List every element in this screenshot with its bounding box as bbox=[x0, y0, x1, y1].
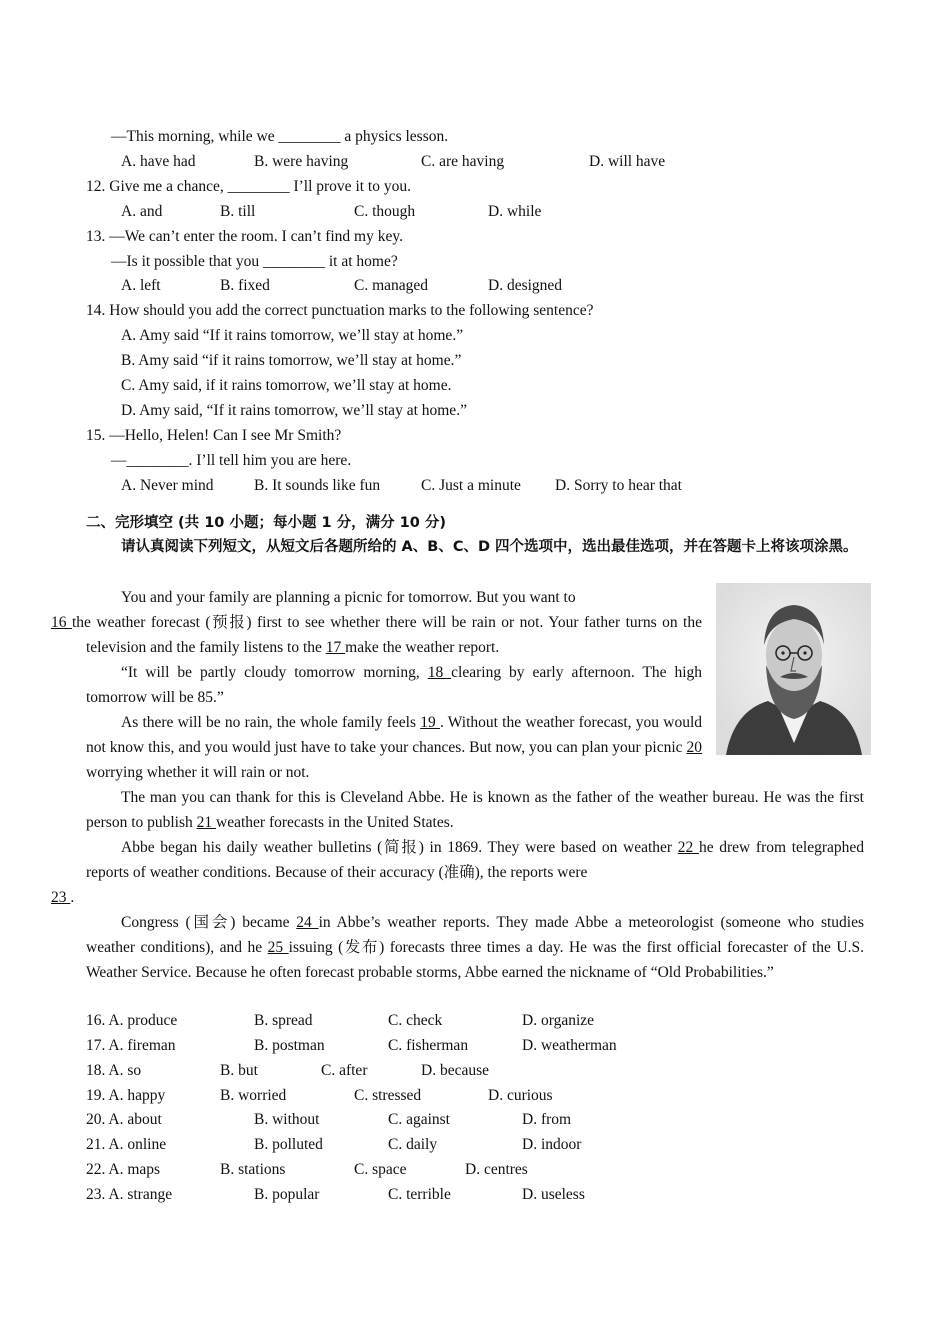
blank-25: 25 bbox=[267, 939, 289, 956]
q11-line: —This morning, while we ________ a physics lesson. bbox=[111, 128, 449, 145]
passage-text: worrying whether it will rain or not. bbox=[86, 764, 310, 781]
passage-text: issuing (发布) forecasts three times a day. He was the first official forecaster of the U.S. Weather Service. Because he often forecast probable storms, Abbe earned the nickname of “Old Probabilities.” bbox=[86, 939, 864, 981]
q15-option-b: B. It sounds like fun bbox=[254, 477, 381, 494]
q11-option-c: C. are having bbox=[421, 153, 505, 170]
q15-option-d: D. Sorry to hear that bbox=[555, 477, 682, 494]
answer-20-d: D. from bbox=[522, 1111, 572, 1128]
answer-23-c: C. terrible bbox=[388, 1186, 451, 1203]
passage-wrapped bbox=[51, 585, 703, 785]
q12-option-d: D. while bbox=[488, 203, 542, 220]
passage-paragraph-1 bbox=[51, 585, 702, 660]
answer-18-b: B. but bbox=[220, 1062, 258, 1079]
q13-stem: 13. —We can’t enter the room. I can’t find my key. bbox=[86, 228, 403, 245]
answer-22-a: 22. A. maps bbox=[86, 1161, 161, 1178]
q12-option-c: C. though bbox=[354, 203, 416, 220]
q13-option-b: B. fixed bbox=[220, 277, 270, 294]
answer-23-a: 23. A. strange bbox=[86, 1186, 173, 1203]
answer-16-d: D. organize bbox=[522, 1012, 595, 1029]
q13-option-a: A. left bbox=[121, 277, 161, 294]
answer-20-c: C. against bbox=[388, 1111, 450, 1128]
q15-option-a: A. Never mind bbox=[121, 477, 214, 494]
passage-text: in Abbe’s weather reports. They made Abbe a meteorologist (someone who studies weather conditions), and he bbox=[86, 914, 865, 956]
passage-text: Congress (国会) became bbox=[121, 914, 297, 931]
answer-20-a: 20. A. about bbox=[86, 1111, 162, 1128]
passage-paragraph-3 bbox=[86, 710, 702, 785]
blank-24: 24 bbox=[296, 914, 319, 931]
q11-option-a: A. have had bbox=[121, 153, 196, 170]
passage-paragraph-4 bbox=[86, 785, 864, 835]
passage-text: the weather forecast (预报) first to see whether there will be rain or not. Your father turns on the television and the family listens to the bbox=[71, 614, 702, 656]
answer-16-a: 16. A. produce bbox=[86, 1012, 178, 1029]
answer-23-b: B. popular bbox=[254, 1186, 320, 1203]
q14-option-a: A. Amy said “If it rains tomorrow, we’ll stay at home.” bbox=[121, 327, 464, 344]
passage-text: . Without the weather forecast, you would not know this, and you would just have to take your chances. But now, you can plan your picnic bbox=[86, 714, 702, 756]
q14-option-c: C. Amy said, if it rains tomorrow, we’ll stay at home. bbox=[121, 377, 452, 394]
answer-21-b: B. polluted bbox=[254, 1136, 323, 1153]
section-instruction bbox=[86, 535, 864, 560]
q13-line2: —Is it possible that you ________ it at home? bbox=[111, 253, 398, 270]
blank-18: 18 bbox=[427, 664, 452, 681]
passage-text: “It will be partly cloudy tomorrow morning, bbox=[121, 664, 428, 681]
passage-text: You and your family are planning a picnic for tomorrow. But you want to bbox=[121, 589, 576, 606]
blank-19: 19 bbox=[420, 714, 440, 731]
answer-19-c: C. stressed bbox=[354, 1087, 422, 1104]
passage-paragraph-5 bbox=[51, 835, 865, 910]
passage-full bbox=[51, 785, 865, 985]
answer-21-c: C. daily bbox=[388, 1136, 438, 1153]
q15-option-c: C. Just a minute bbox=[421, 477, 521, 494]
answer-17-b: B. postman bbox=[254, 1037, 325, 1054]
answer-17-d: D. weatherman bbox=[522, 1037, 617, 1054]
q13-option-c: C. managed bbox=[354, 277, 429, 294]
blank-21: 21 bbox=[196, 814, 217, 831]
passage-text: make the weather report. bbox=[345, 639, 500, 656]
passage-text: The man you can thank for this is Cleveland Abbe. He is known as the father of the weather bureau. He was the first person to publish bbox=[86, 789, 864, 831]
q12-stem: 12. Give me a chance, ________ I’ll prove it to you. bbox=[86, 178, 411, 195]
blank-17: 17 bbox=[325, 639, 346, 656]
q15-stem: 15. —Hello, Helen! Can I see Mr Smith? bbox=[86, 427, 342, 444]
answer-19-d: D. curious bbox=[488, 1087, 553, 1104]
passage-text: he drew from telegraphed reports of weather conditions. Because of their accuracy (准确), the reports were bbox=[86, 839, 865, 881]
q14-stem: 14. How should you add the correct punctuation marks to the following sentence? bbox=[86, 302, 594, 319]
section-instruction-text: 请认真阅读下列短文，从短文后各题所给的 A、B、C、D 四个选项中，选出最佳选项，并在答题卡上将该项涂黑。 bbox=[121, 539, 858, 555]
passage-text: As there will be no rain, the whole family feels bbox=[121, 714, 421, 731]
answer-19-a: 19. A. happy bbox=[86, 1087, 166, 1104]
q13-option-d: D. designed bbox=[488, 277, 563, 294]
answer-22-b: B. stations bbox=[220, 1161, 286, 1178]
blank-20: 20 bbox=[686, 739, 702, 756]
passage-text: weather forecasts in the United States. bbox=[216, 814, 454, 831]
answer-18-c: C. after bbox=[321, 1062, 368, 1079]
q14-option-d: D. Amy said, “If it rains tomorrow, we’ll stay at home.” bbox=[121, 402, 467, 419]
passage-text: . bbox=[70, 889, 75, 906]
answer-17-a: 17. A. fireman bbox=[86, 1037, 176, 1054]
answer-19-b: B. worried bbox=[220, 1087, 287, 1104]
answer-18-a: 18. A. so bbox=[86, 1062, 142, 1079]
q11-option-d: D. will have bbox=[589, 153, 666, 170]
passage-paragraph-6 bbox=[86, 910, 864, 985]
answer-23-d: D. useless bbox=[522, 1186, 585, 1203]
answer-18-d: D. because bbox=[421, 1062, 489, 1079]
cleveland-abbe-portrait bbox=[716, 583, 871, 755]
answer-21-a: 21. A. online bbox=[86, 1136, 167, 1153]
answer-21-d: D. indoor bbox=[522, 1136, 582, 1153]
section-heading: 二、完形填空 (共 10 小题；每小题 1 分，满分 10 分) bbox=[86, 515, 447, 531]
answer-22-c: C. space bbox=[354, 1161, 407, 1178]
answer-20-b: B. without bbox=[254, 1111, 320, 1128]
q15-line2: —________. I’ll tell him you are here. bbox=[111, 452, 352, 469]
blank-22: 22 bbox=[677, 839, 699, 856]
passage-paragraph-2 bbox=[86, 660, 702, 710]
q11-option-b: B. were having bbox=[254, 153, 349, 170]
blank-16: 16 bbox=[51, 614, 72, 631]
passage-text: clearing by early afternoon. The high tomorrow will be 85.” bbox=[86, 664, 703, 706]
answer-22-d: D. centres bbox=[465, 1161, 528, 1178]
answer-17-c: C. fisherman bbox=[388, 1037, 469, 1054]
q14-option-b: B. Amy said “if it rains tomorrow, we’ll stay at home.” bbox=[121, 352, 462, 369]
passage-text: Abbe began his daily weather bulletins (简报) in 1869. They were based on weather bbox=[121, 839, 678, 856]
answer-16-c: C. check bbox=[388, 1012, 443, 1029]
answer-16-b: B. spread bbox=[254, 1012, 313, 1029]
q12-option-b: B. till bbox=[220, 203, 256, 220]
blank-23: 23 bbox=[51, 889, 71, 906]
q12-option-a: A. and bbox=[121, 203, 163, 220]
